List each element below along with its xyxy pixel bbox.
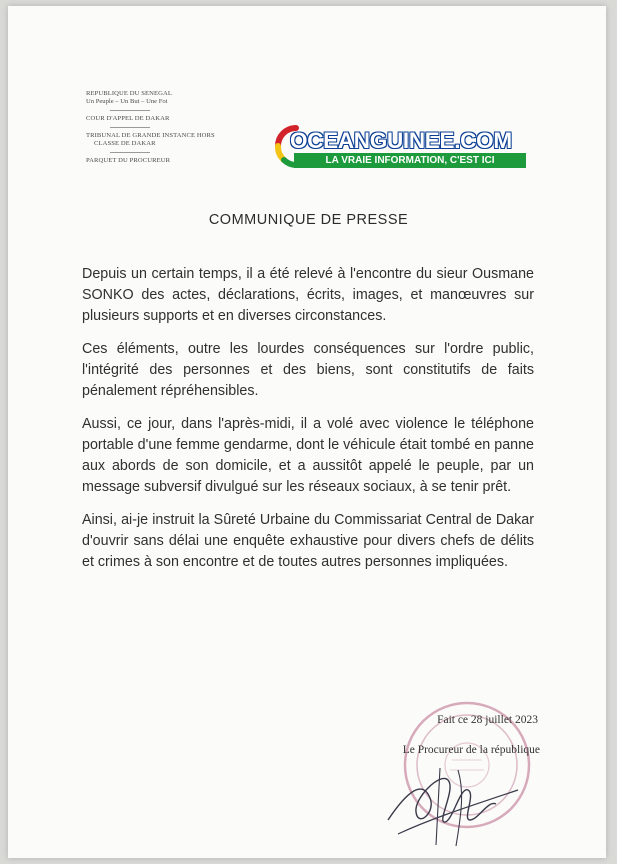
national-motto: Un Peuple – Un But – Une Foi bbox=[86, 98, 168, 105]
separator bbox=[110, 152, 150, 153]
logo-name: OCEANGUINEE.COM bbox=[290, 128, 512, 153]
letterhead bbox=[86, 90, 286, 165]
page-title: COMMUNIQUE DE PRESSE bbox=[208, 212, 409, 228]
tribunal-line-1: TRIBUNAL DE GRANDE INSTANCE HORS bbox=[86, 132, 215, 139]
date-line: Fait ce 28 juillet 2023 bbox=[437, 714, 538, 726]
watermark-logo bbox=[274, 122, 528, 174]
document-page bbox=[8, 6, 606, 858]
signature-icon bbox=[378, 750, 528, 850]
country-name: REPUBLIQUE DU SENEGAL bbox=[86, 90, 172, 97]
signatory-title: Le Procureur de la république bbox=[402, 744, 540, 756]
separator bbox=[110, 127, 150, 128]
document-body bbox=[82, 264, 534, 585]
paragraph: Aussi, ce jour, dans l'après-midi, il a volé avec violence le téléphone portable d'une femme gendarme, dont le véhicule était tombé en panne aux abords de son domicile, et a aussitôt appelé le peuple, par un message subversif divulgué sur les réseaux sociaux, à se tenir prêt. bbox=[82, 416, 534, 495]
paragraph: Ainsi, ai-je instruit la Sûreté Urbaine du Commissariat Central de Dakar d'ouvrir sans délai une enquête exhaustive pour divers chefs de délits et crimes à son encontre et de toutes autres personnes impliquées. bbox=[82, 512, 534, 570]
paragraph: Ces éléments, outre les lourdes conséquences sur l'ordre public, l'intégrité des personnes et des biens, sont constitutifs de faits pénalement répréhensibles. bbox=[82, 341, 534, 399]
logo-tagline: LA VRAIE INFORMATION, C'EST ICI bbox=[294, 153, 526, 168]
tribunal-line-2: CLASSE DE DAKAR bbox=[94, 140, 156, 147]
prosecutor-office: PARQUET DU PROCUREUR bbox=[86, 157, 171, 164]
paragraph: Depuis un certain temps, il a été relevé à l'encontre du sieur Ousmane SONKO des actes, déclarations, écrits, images, et manœuvres sur plusieurs supports et en diverses circonstances. bbox=[82, 266, 534, 324]
separator bbox=[110, 110, 150, 111]
court-of-appeal: COUR D'APPEL DE DAKAR bbox=[86, 115, 170, 122]
